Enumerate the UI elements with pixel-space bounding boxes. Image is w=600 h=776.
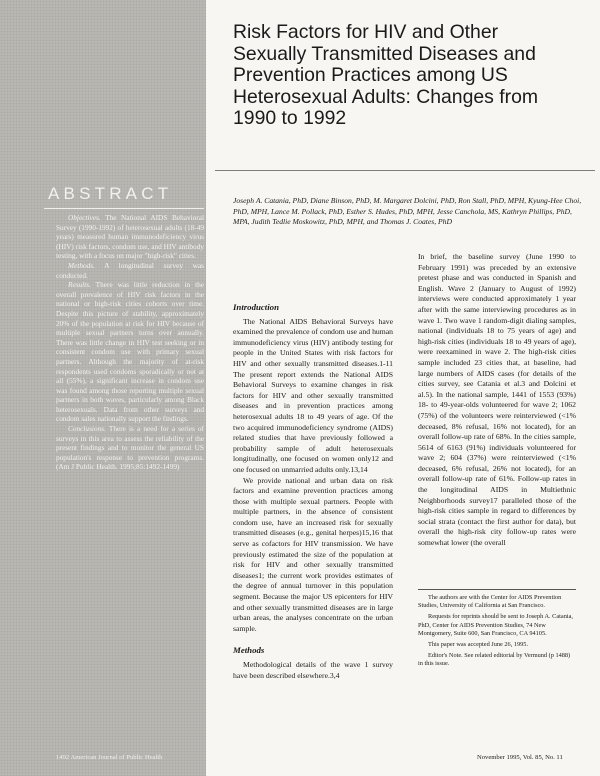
abstract-methods <box>56 261 204 280</box>
abstract-divider <box>44 208 204 209</box>
abstract-text <box>56 213 204 472</box>
results-text: There was little reduction in the overall prevalence of HIV risk factors in the national or high-risk cities cohorts over time. Despite this picture of stability, approximately 20% of the population at risk for HIV because of multiple sexual partners turns over annually. There was little change in HIV test seeking or in consistent condom use with primary sexual partners. Although the majority of at-risk respondents used condoms sporadically or not at all (55%), a significant increase in condom use was found among those reporting multiple sexual partners in both waves, particularly among Black heterosexuals. Data from other surveys and condom sales nationally support the findings. <box>56 280 204 424</box>
section-spacer <box>233 634 393 643</box>
body-column-1 <box>233 300 393 681</box>
results-label: Results. <box>68 280 91 290</box>
conclusions-label: Conclusions. <box>68 424 106 434</box>
footnote-affiliation: The authors are with the Center for AIDS Prevention Studies, University of California at San Francisco. <box>418 594 562 610</box>
article-title: Risk Factors for HIV and Other Sexually Transmitted Diseases and Prevention Practices among US Heterosexual Adults: Changes from 1990 to 1992 <box>233 21 539 129</box>
footer-journal: 1492 American Journal of Public Health <box>56 754 163 761</box>
footnote-editors-note: Editor's Note. See related editorial by Vermund (p 1488) in this issue. <box>418 652 571 668</box>
objectives-label: Objectives. <box>68 213 101 222</box>
footer-issue: November 1995, Vol. 85, No. 11 <box>477 754 563 761</box>
methods-paragraph-1: Methodological details of the wave 1 survey have been described elsewhere.3,4 <box>233 660 393 680</box>
title-divider <box>215 170 595 171</box>
introduction-heading: Introduction <box>233 302 279 312</box>
intro-paragraph-1: The National AIDS Behavioral Surveys have examined the prevalence of condom use and human immunodeficiency virus (HIV) antibody testing for people in the United States with risk factors for HIV and other sexually transmitted diseases.1-11 The present report extends the National AIDS Behavioral Surveys to examine changes in risk factors for HIV and other sexually transmitted diseases and in prevention practices among heterosexual adults 18 to 49 years of age. Of the two acquired immunodeficiency syndrome (AIDS) related studies that have previously followed a probability sample of adult heterosexuals longitudinally, one focused on women only12 and one focused on unmarried adults only.13,14 <box>233 316 393 474</box>
abstract-objectives <box>56 213 204 261</box>
footnote-reprints: Requests for reprints should be sent to Joseph A. Catania, PhD, Center for AIDS Prevention Studies, 74 New Montgomery, Suite 600, San Francisco, CA 94105. <box>418 613 573 637</box>
conclusions-text: There is a need for a series of surveys in this area to assess the reliability of the present findings and to monitor the general US population's response to prevention programs. (Am J Public Health. 1995;85:1492-1499) <box>56 424 204 472</box>
abstract-conclusions <box>56 424 204 472</box>
methods-paragraph-2: In brief, the baseline survey (June 1990 to February 1991) was preceded by an extensive pretest phase and was conducted in Spanish and English. Wave 2 (January to August of 1992) interviews were conducted approximately 1 year after with the same interviewing procedures as in wave 1. Two wave 1 random-digit dialing samples, national (individuals 18 to 75 years of age) and high-risk cities (individuals 18 to 49 years of age), were reexamined in wave 2. The high-risk cities sample included 23 cities that, at baseline, had large numbers of AIDS cases (for details of the cities survey, see Catania et al.3 and Dolcini et al.5). In the national sample, 1441 of 1553 (93%) 18- to 49-year-olds volunteered for wave 2; 1062 (75%) of the volunteers were reinterviewed (<1% deceased, 8% refusal, 16% not located), for an overall follow-up rate of 68%. In the cities sample, 5614 of 6163 (91%) individuals volunteered for wave 2; 604 (37%) were reinterviewed (<1% deceased, 6% refusal, 26% not located), for an overall follow-up rate of 61%. Follow-up rates in the longitudinal AIDS in Multiethnic Neighborhoods survey17 paralleled those of the high-risk cities sample in regard to differences by social strata (contact the first author for data), but overall the high-risk city follow-up rates were somewhat lower (the overall <box>418 252 576 548</box>
author-list: Joseph A. Catania, PhD, Diane Binson, PhD, M. Margaret Dolcini, PhD, Ron Stall, PhD, MPH, Kyung-Hee Choi, PhD, MPH, Lance M. Pollack, PhD, Esther S. Hudes, PhD, MPH, Jesse Canchola, MS, Kathryn Phillips, PhD, MPA, Judith Tedlie Moskowitz, PhD, MPH, and Thomas J. Coates, PhD <box>233 196 582 226</box>
methods-text: A longitudinal survey was conducted. <box>56 260 204 280</box>
methods-label: Methods. <box>68 260 95 270</box>
objectives-text: The National AIDS Behavioral Survey (1990-1992) of heterosexual adults (18-49 years) measured human immunodeficiency virus (HIV) risk factors, condom use, and HIV antibody testing, with a focus on major "high-risk" cities. <box>56 213 204 261</box>
footnote-accepted: This paper was accepted June 26, 1995. <box>428 641 529 649</box>
intro-paragraph-2: We provide national and urban data on risk factors and examine prevention practices among those with multiple sexual partners. People with multiple partners, in the absence of consistent condom use, have an increased risk for sexually transmitted diseases (e.g., genital herpes)15,16 that serve as cofactors for HIV transmission. We have previously estimated the size of the population at risk for HIV and other sexually transmitted diseases1; the current work provides estimates of the degree of annual turnover in this population segment. Because the major US epicenters for HIV and other sexually transmitted diseases are in large urban areas, the analyses concentrate on the urban sample. <box>233 475 393 633</box>
footnote-divider <box>418 589 576 590</box>
body-column-2 <box>418 252 576 549</box>
methods-heading: Methods <box>233 645 265 656</box>
abstract-results <box>56 280 204 424</box>
footnotes <box>418 594 576 672</box>
abstract-heading: ABSTRACT <box>48 184 173 203</box>
